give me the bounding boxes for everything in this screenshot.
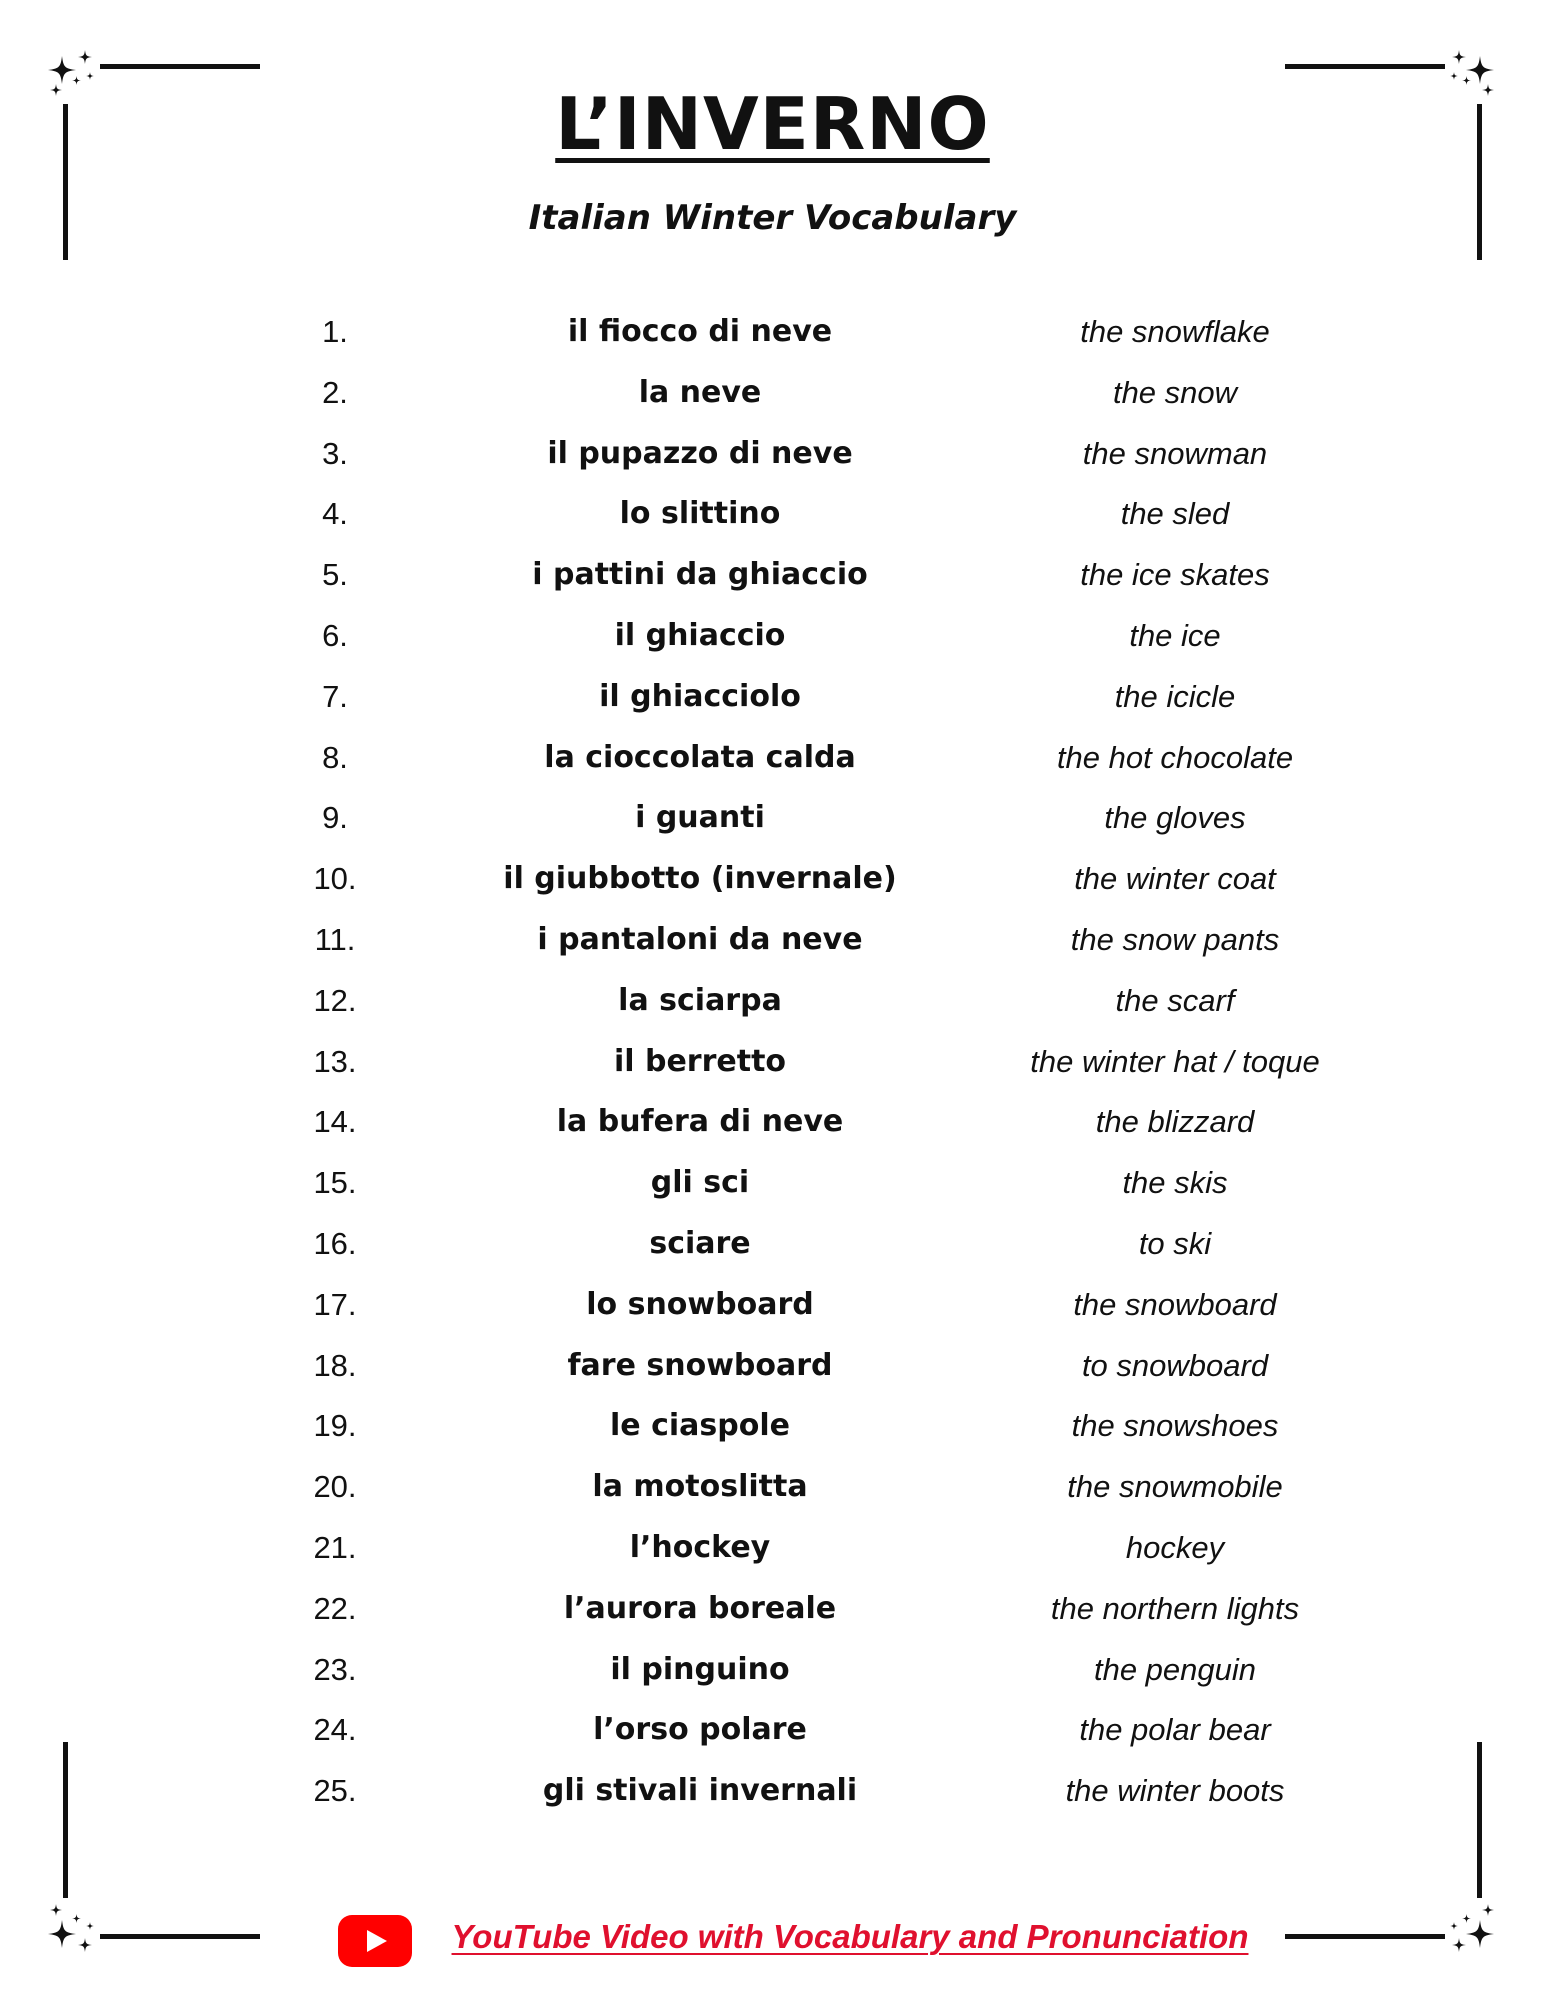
vocab-number: 6. xyxy=(322,618,348,653)
italian-term: sciare xyxy=(649,1226,751,1261)
frame-bottom-left-horizontal xyxy=(100,1934,260,1939)
italian-term: la sciarpa xyxy=(618,982,782,1018)
vocab-number: 12. xyxy=(313,982,357,1018)
vocab-number: 3. xyxy=(322,435,348,471)
english-translation: the winter coat xyxy=(1074,861,1276,897)
english-translation: the snow pants xyxy=(1070,922,1280,957)
vocab-number: 16. xyxy=(313,1226,357,1261)
vocab-row xyxy=(0,1224,1545,1284)
vocab-row xyxy=(0,1771,1545,1831)
english-translation: the snow xyxy=(1112,374,1238,410)
english-translation: the northern lights xyxy=(1050,1590,1300,1626)
vocab-row xyxy=(0,1042,1545,1102)
english-translation: the penguin xyxy=(1093,1651,1257,1687)
vocab-row xyxy=(0,373,1545,433)
italian-term: il ghiacciolo xyxy=(599,678,801,714)
vocab-row xyxy=(0,1589,1545,1649)
english-translation: the hot chocolate xyxy=(1056,739,1294,775)
youtube-video-link[interactable]: YouTube Video with Vocabulary and Pronunciation xyxy=(451,1918,1249,1955)
italian-term: l’aurora boreale xyxy=(563,1590,837,1626)
english-translation: the skis xyxy=(1122,1165,1228,1201)
vocab-number: 1. xyxy=(322,314,348,349)
italian-term: l’orso polare xyxy=(593,1712,807,1748)
italian-term: gli sci xyxy=(650,1165,750,1201)
italian-term: la neve xyxy=(638,374,762,410)
vocab-row xyxy=(0,798,1545,858)
vocab-number: 11. xyxy=(314,922,356,957)
italian-term: la motoslitta xyxy=(592,1469,808,1505)
vocab-row xyxy=(0,1710,1545,1770)
italian-term: la cioccolata calda xyxy=(544,739,856,775)
youtube-icon[interactable] xyxy=(338,1915,412,1967)
vocab-number: 20. xyxy=(313,1469,357,1505)
english-translation: the winter hat / toque xyxy=(1030,1043,1320,1079)
english-translation: the winter boots xyxy=(1065,1773,1285,1809)
vocab-row xyxy=(0,1528,1545,1588)
italian-term: il pinguino xyxy=(610,1651,790,1687)
vocab-row xyxy=(0,920,1545,980)
frame-bottom-right-horizontal xyxy=(1285,1934,1445,1939)
vocab-row xyxy=(0,1650,1545,1710)
vocab-number: 10. xyxy=(313,861,357,897)
english-translation: the ice skates xyxy=(1080,557,1270,593)
english-translation: hockey xyxy=(1125,1530,1225,1565)
vocab-number: 18. xyxy=(313,1347,357,1383)
english-translation: the blizzard xyxy=(1095,1104,1255,1140)
italian-term: il fiocco di neve xyxy=(567,314,833,349)
italian-term: i pattini da ghiaccio xyxy=(532,557,868,593)
page-title: L’INVERNO xyxy=(555,82,990,166)
english-translation: to ski xyxy=(1138,1226,1212,1261)
vocab-number: 17. xyxy=(313,1286,357,1322)
english-translation: the snowmobile xyxy=(1067,1469,1283,1505)
vocab-number: 13. xyxy=(313,1043,357,1079)
vocab-number: 9. xyxy=(322,800,348,836)
vocab-number: 24. xyxy=(313,1712,357,1748)
italian-term: le ciaspole xyxy=(610,1408,790,1444)
vocab-row xyxy=(0,1163,1545,1223)
english-translation: the snowboard xyxy=(1073,1286,1277,1322)
vocab-row xyxy=(0,981,1545,1041)
vocab-number: 14. xyxy=(313,1104,357,1140)
english-translation: the sled xyxy=(1120,496,1230,532)
vocab-number: 22. xyxy=(313,1590,357,1626)
vocab-row xyxy=(0,494,1545,554)
english-translation: the scarf xyxy=(1115,982,1235,1018)
frame-top-right-horizontal xyxy=(1285,64,1445,69)
vocab-number: 19. xyxy=(313,1408,357,1444)
vocab-row xyxy=(0,1285,1545,1345)
italian-term: il ghiaccio xyxy=(614,618,786,653)
sparkle-icon xyxy=(44,1902,104,1954)
vocab-number: 23. xyxy=(313,1651,357,1687)
english-translation: the icicle xyxy=(1114,678,1236,714)
italian-term: il giubbotto (invernale) xyxy=(503,861,897,897)
vocab-row xyxy=(0,616,1545,676)
italian-term: l’hockey xyxy=(629,1530,771,1565)
vocab-number: 15. xyxy=(313,1165,357,1201)
english-translation: the snowshoes xyxy=(1071,1408,1279,1444)
vocab-row xyxy=(0,738,1545,798)
vocab-row xyxy=(0,1406,1545,1466)
vocab-row xyxy=(0,1346,1545,1406)
italian-term: i guanti xyxy=(635,800,765,836)
page-subtitle: Italian Winter Vocabulary xyxy=(528,198,1017,238)
vocab-row xyxy=(0,312,1545,372)
italian-term: gli stivali invernali xyxy=(542,1773,858,1809)
italian-term: la bufera di neve xyxy=(556,1104,844,1140)
english-translation: to snowboard xyxy=(1081,1347,1269,1383)
italian-term: lo slittino xyxy=(619,496,781,532)
vocab-number: 21. xyxy=(313,1530,357,1565)
english-translation: the ice xyxy=(1129,618,1221,653)
italian-term: il berretto xyxy=(613,1043,787,1079)
vocab-number: 7. xyxy=(322,678,348,714)
italian-term: fare snowboard xyxy=(567,1347,833,1383)
english-translation: the snowflake xyxy=(1080,314,1270,349)
vocab-row xyxy=(0,434,1545,494)
frame-top-left-horizontal xyxy=(100,64,260,69)
english-translation: the polar bear xyxy=(1079,1712,1271,1748)
english-translation: the gloves xyxy=(1104,800,1246,836)
vocab-number: 2. xyxy=(322,374,348,410)
vocab-row xyxy=(0,1467,1545,1527)
sparkle-icon xyxy=(1440,1902,1500,1954)
english-translation: the snowman xyxy=(1082,435,1268,471)
italian-term: il pupazzo di neve xyxy=(547,435,853,471)
vocab-row xyxy=(0,555,1545,615)
italian-term: i pantaloni da neve xyxy=(537,922,863,957)
vocab-number: 25. xyxy=(313,1773,357,1809)
italian-term: lo snowboard xyxy=(586,1286,814,1322)
vocab-number: 4. xyxy=(322,496,348,532)
vocab-number: 5. xyxy=(322,557,348,593)
vocab-row xyxy=(0,1102,1545,1162)
vocab-row xyxy=(0,859,1545,919)
vocab-row xyxy=(0,677,1545,737)
vocab-number: 8. xyxy=(322,739,348,775)
